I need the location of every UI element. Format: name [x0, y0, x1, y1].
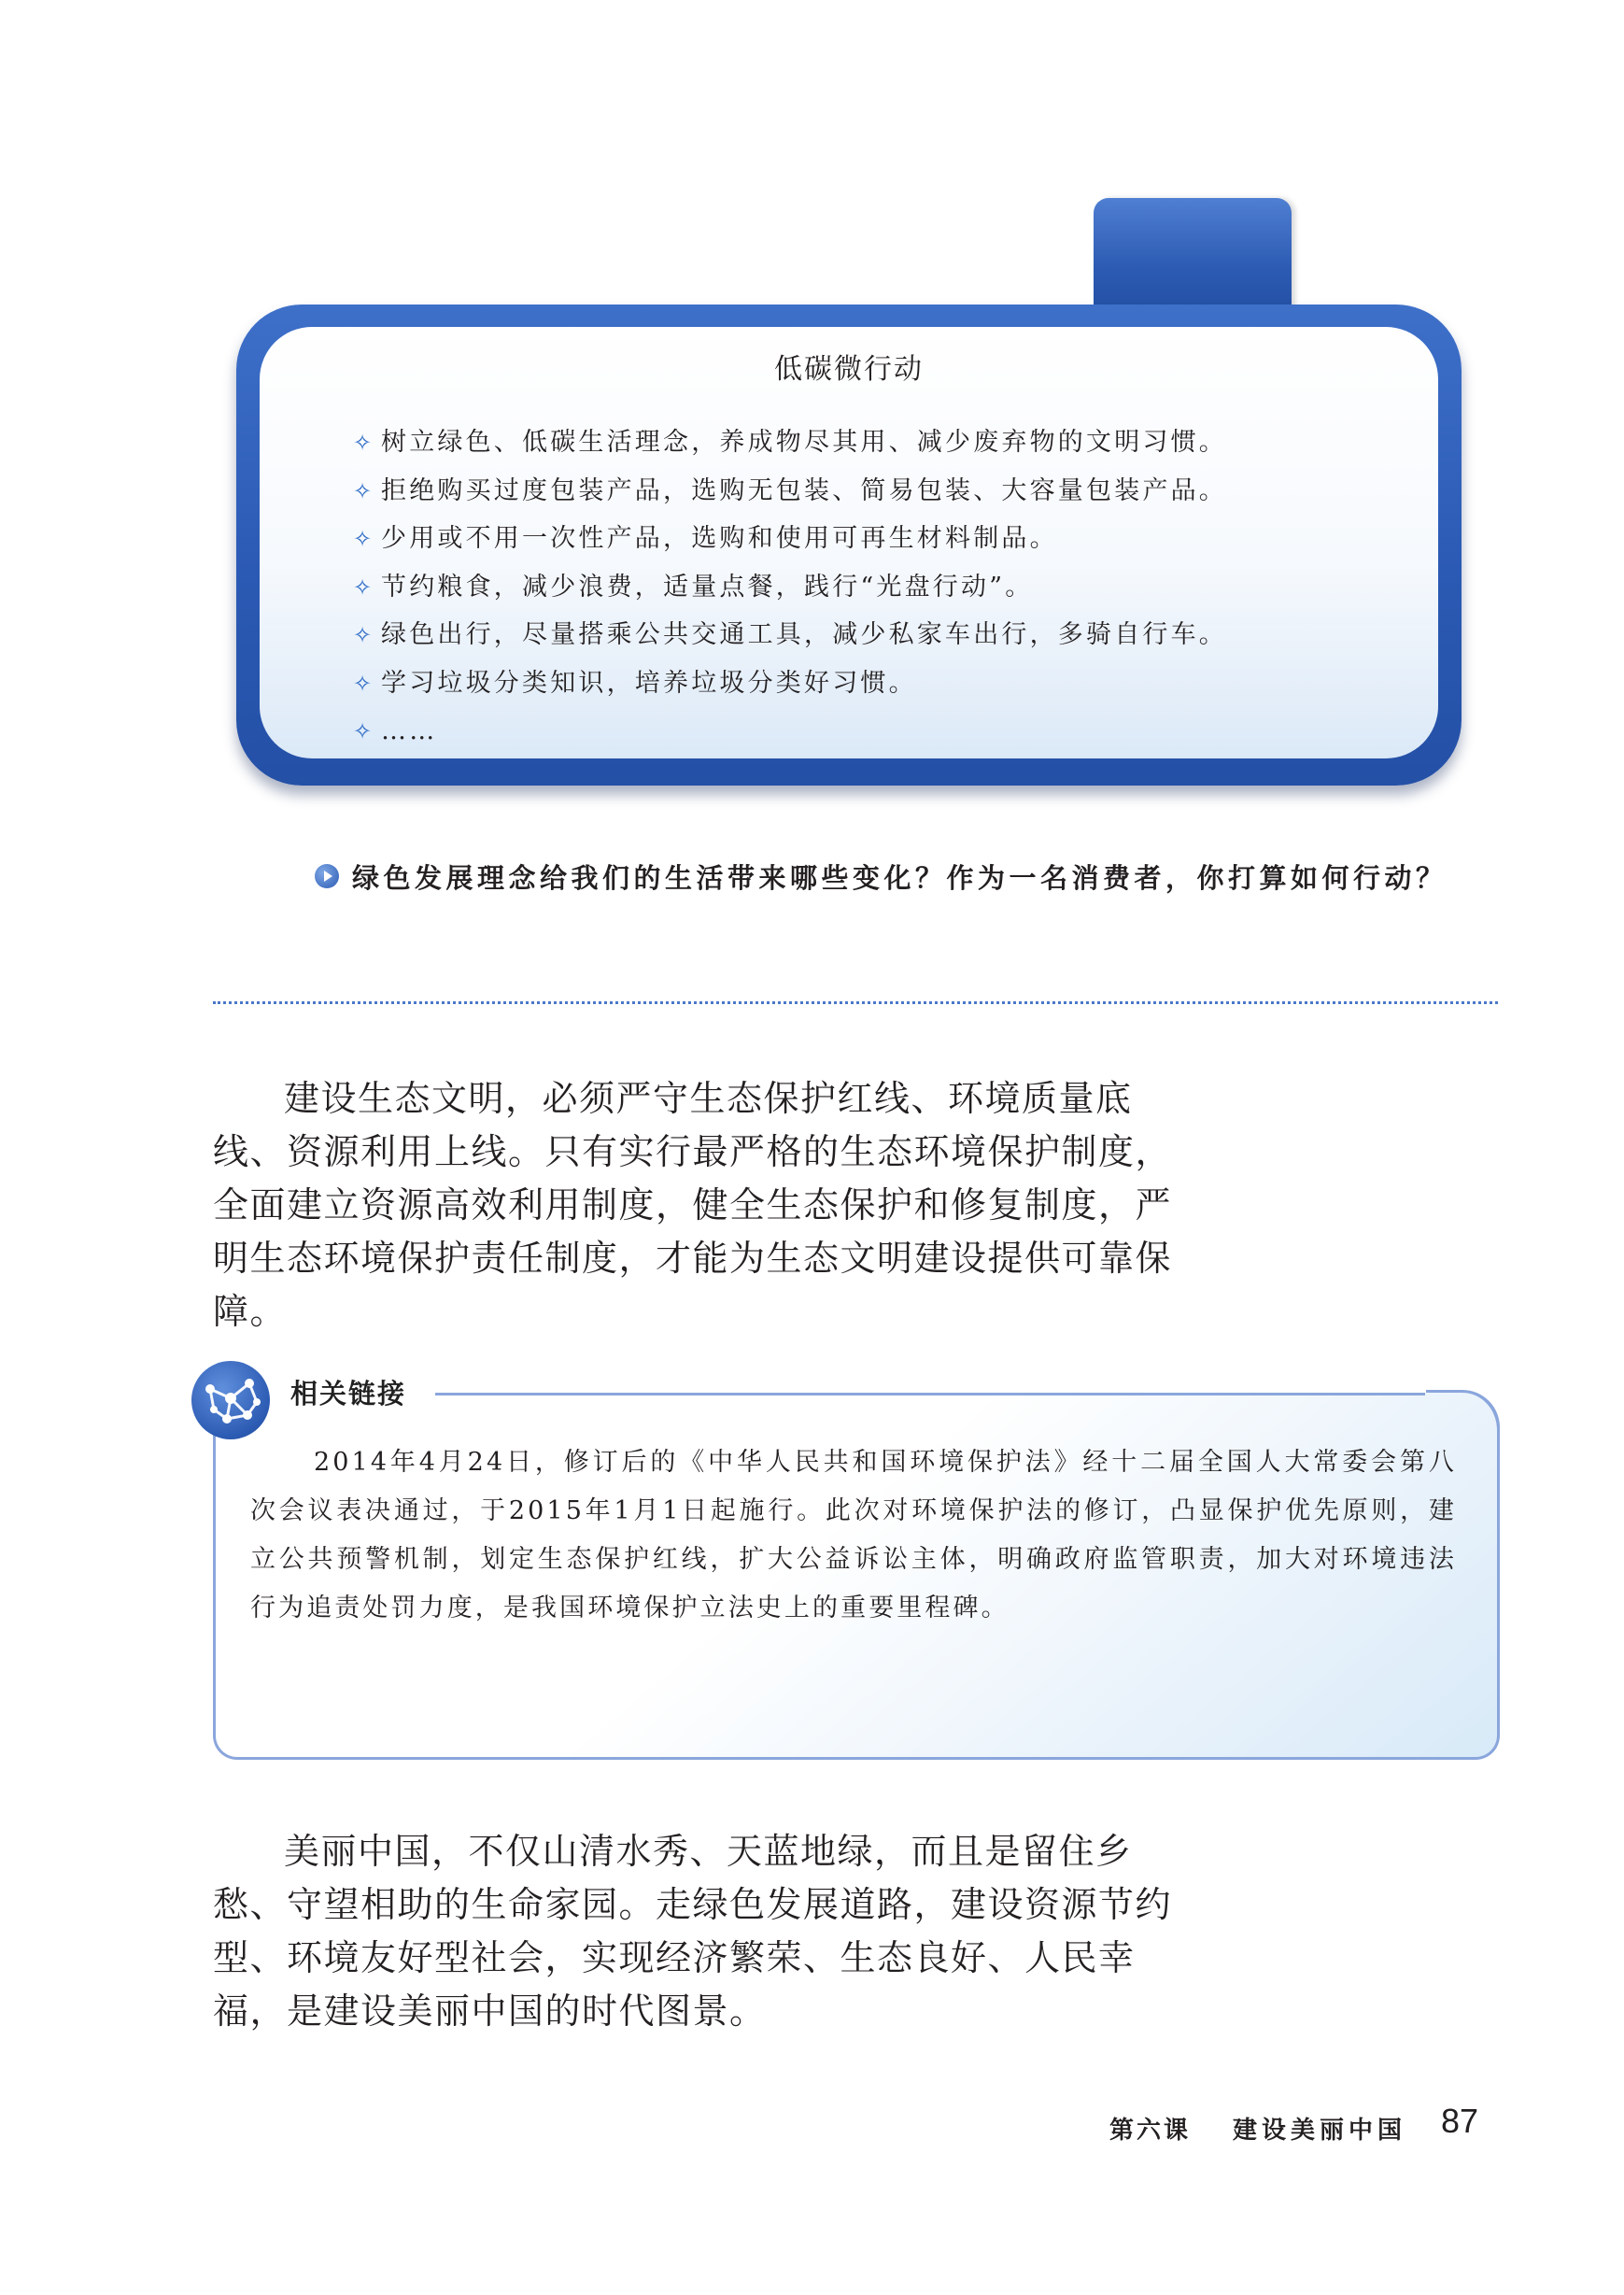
list-item-text: 少用或不用一次性产品，选购和使用可再生材料制品。	[381, 524, 1058, 553]
list-item-text: 绿色出行，尽量搭乘公共交通工具，减少私家车出行，多骑自行车。	[381, 620, 1227, 649]
list-item	[353, 418, 1227, 467]
box-tab-decoration	[1094, 198, 1292, 315]
list-item-text: 树立绿色、低碳生活理念，养成物尽其用、减少废弃物的文明习惯。	[381, 428, 1227, 457]
list-item	[353, 707, 1227, 756]
list-item	[353, 467, 1227, 516]
body-paragraph-beautiful-china: 美丽中国，不仅山清水秀、天蓝地绿，而且是留住乡愁、守望相助的生命家园。走绿色发展道路，建设资源节约型、环境友好型社会，实现经济繁荣、生态良好、人民幸福，是建设美丽中国的时代图景。	[213, 1831, 1173, 2032]
body-paragraph-ecological-civilization: 建设生态文明，必须严守生态保护红线、环境质量底线、资源利用上线。只有实行最严格的生态环境保护制度，全面建立资源高效利用制度，健全生态保护和修复制度，严明生态环境保护责任制度，才能为生态文明建设提供可靠保障。	[213, 1078, 1173, 1332]
related-link-title: 相关链接	[290, 1378, 407, 1410]
discussion-question: 绿色发展理念给我们的生活带来哪些变化？作为一名消费者，你打算如何行动？	[352, 862, 1447, 894]
four-point-star-icon: ✧	[353, 477, 373, 504]
low-carbon-action-list	[353, 418, 1227, 756]
list-item-text: 学习垃圾分类知识，培养垃圾分类好习惯。	[381, 668, 917, 698]
low-carbon-box-title: 低碳微行动	[774, 353, 924, 386]
footer-lesson-label: 第六课	[1109, 2117, 1192, 2145]
list-item	[353, 515, 1227, 563]
four-point-star-icon: ✧	[353, 574, 373, 601]
related-link-rule	[435, 1393, 1425, 1395]
dotted-divider	[213, 1001, 1498, 1004]
list-item	[353, 611, 1227, 659]
four-point-star-icon: ✧	[353, 622, 373, 648]
page-number: 87	[1441, 2102, 1479, 2140]
four-point-star-icon: ✧	[353, 526, 373, 552]
four-point-star-icon: ✧	[353, 718, 373, 744]
related-link-text: 2014年4月24日，修订后的《中华人民共和国环境保护法》经十二届全国人大常委会第八次会议表决通过，于2015年1月1日起施行。此次对环境保护法的修订，凸显保护优先原则，建立公共预警机制，划定生态保护红线，扩大公益诉讼主体，明确政府监管职责，加大对环境违法行为追责处罚力度，是我国环境保护立法史上的重要里程碑。	[250, 1448, 1457, 1622]
four-point-star-icon: ✧	[353, 430, 373, 456]
list-item	[353, 659, 1227, 708]
list-item-text: 拒绝购买过度包装产品，选购无包装、简易包装、大容量包装产品。	[381, 475, 1227, 505]
network-icon	[191, 1361, 270, 1439]
list-item-text: ……	[381, 716, 438, 745]
footer-chapter-title: 建设美丽中国	[1233, 2117, 1407, 2145]
list-item-text: 节约粮食，减少浪费，适量点餐，践行“光盘行动”。	[381, 572, 1034, 602]
four-point-star-icon: ✧	[353, 670, 373, 697]
list-item	[353, 563, 1227, 612]
